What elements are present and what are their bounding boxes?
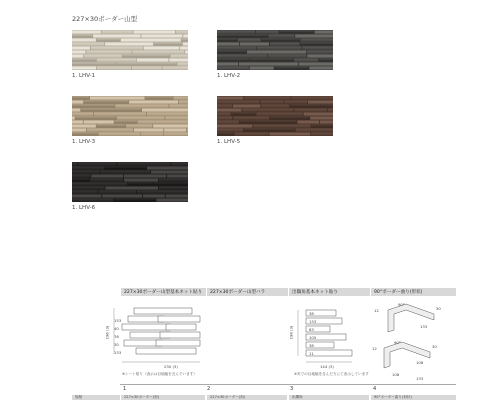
dim-label: 38 xyxy=(309,311,314,316)
dim-label: 133 xyxy=(420,324,428,329)
column-number: 1 xyxy=(123,386,127,392)
tile-swatch-lhv-6 xyxy=(72,162,188,202)
dim-label: 105 xyxy=(309,335,317,340)
bottom-row-cell: 227×30ボーダー(形) xyxy=(207,395,287,400)
diagram-90-curve-drawing xyxy=(372,300,452,386)
bottom-row-cell: 227×30ボーダー(形) xyxy=(121,395,205,400)
table-rule xyxy=(120,384,456,385)
dim-label: 30 xyxy=(114,342,119,347)
tile-code-label: 1. LHV-5 xyxy=(217,139,241,145)
tile-code-label: 1. LHV-1 xyxy=(72,73,96,79)
tile-swatch-lhv-2 xyxy=(217,30,333,70)
dim-label: 133 xyxy=(114,350,122,355)
diagram-corner-layout xyxy=(290,300,372,378)
tile-swatch-lhv-3 xyxy=(72,96,188,136)
spec-header-2: 227×30ボーダー山型バラ xyxy=(206,288,288,296)
dim-bottom-width: 144 (3) xyxy=(320,364,334,369)
diagram-note: ※シート貼り（表示は目地幅を含んでいます） xyxy=(122,372,197,376)
tile-code-label: 1. LHV-3 xyxy=(72,139,96,145)
bottom-row-cell: 出隅角 xyxy=(289,395,369,400)
column-number: 3 xyxy=(290,386,294,392)
dim-label: 108 xyxy=(392,372,400,377)
dim-label: 108 xyxy=(416,360,424,365)
spec-header-1: 227×30ボーダー山型基本ネット貼り xyxy=(120,288,206,296)
dim-label: 38 xyxy=(309,343,314,348)
dim-label: 40 xyxy=(114,326,119,331)
spec-header-4: 90°ボーダー曲り(形状) xyxy=(370,288,456,296)
section-title: 227×30ボーダー山型 xyxy=(72,15,138,23)
dim-label: 12 xyxy=(372,346,377,351)
dim-label: 12 xyxy=(374,308,379,313)
dim-label: 63 xyxy=(309,327,314,332)
diagram-90-curve xyxy=(372,300,452,386)
dim-bottom-width: 230 (3) xyxy=(164,364,178,369)
dim-label: 90° xyxy=(398,302,405,307)
dim-label: 30 xyxy=(432,344,437,349)
tile-code-label: 1. LHV-6 xyxy=(72,205,96,211)
diagram-net-layout-drawing xyxy=(106,300,210,378)
dim-label: 133 xyxy=(309,319,317,324)
dim-label: 11 xyxy=(309,351,314,356)
bottom-row-label: 規格 xyxy=(72,395,120,400)
dim-label: 76 xyxy=(114,334,119,339)
diagram-note: ※実寸の目地幅を含んだ方にて表示しています xyxy=(294,372,369,376)
dim-total-height: 196 (3) xyxy=(104,325,110,340)
tile-code-label: 1. LHV-2 xyxy=(217,73,241,79)
dim-total-height: 198 (3) xyxy=(288,325,294,340)
tile-swatch-lhv-5 xyxy=(217,96,333,136)
dim-label: 90° xyxy=(394,340,401,345)
column-number: 4 xyxy=(373,386,377,392)
diagram-net-layout xyxy=(106,300,210,378)
dim-label: 153 xyxy=(114,318,122,323)
bottom-row-cell: 90°ボーダー曲り(形状) xyxy=(371,395,456,400)
tile-swatch-lhv-1 xyxy=(72,30,188,70)
spec-header-3: 出隅角基本ネット貼り xyxy=(288,288,370,296)
dim-label: 30 xyxy=(436,306,441,311)
column-number: 2 xyxy=(207,386,211,392)
dim-label: 133 xyxy=(416,376,424,381)
